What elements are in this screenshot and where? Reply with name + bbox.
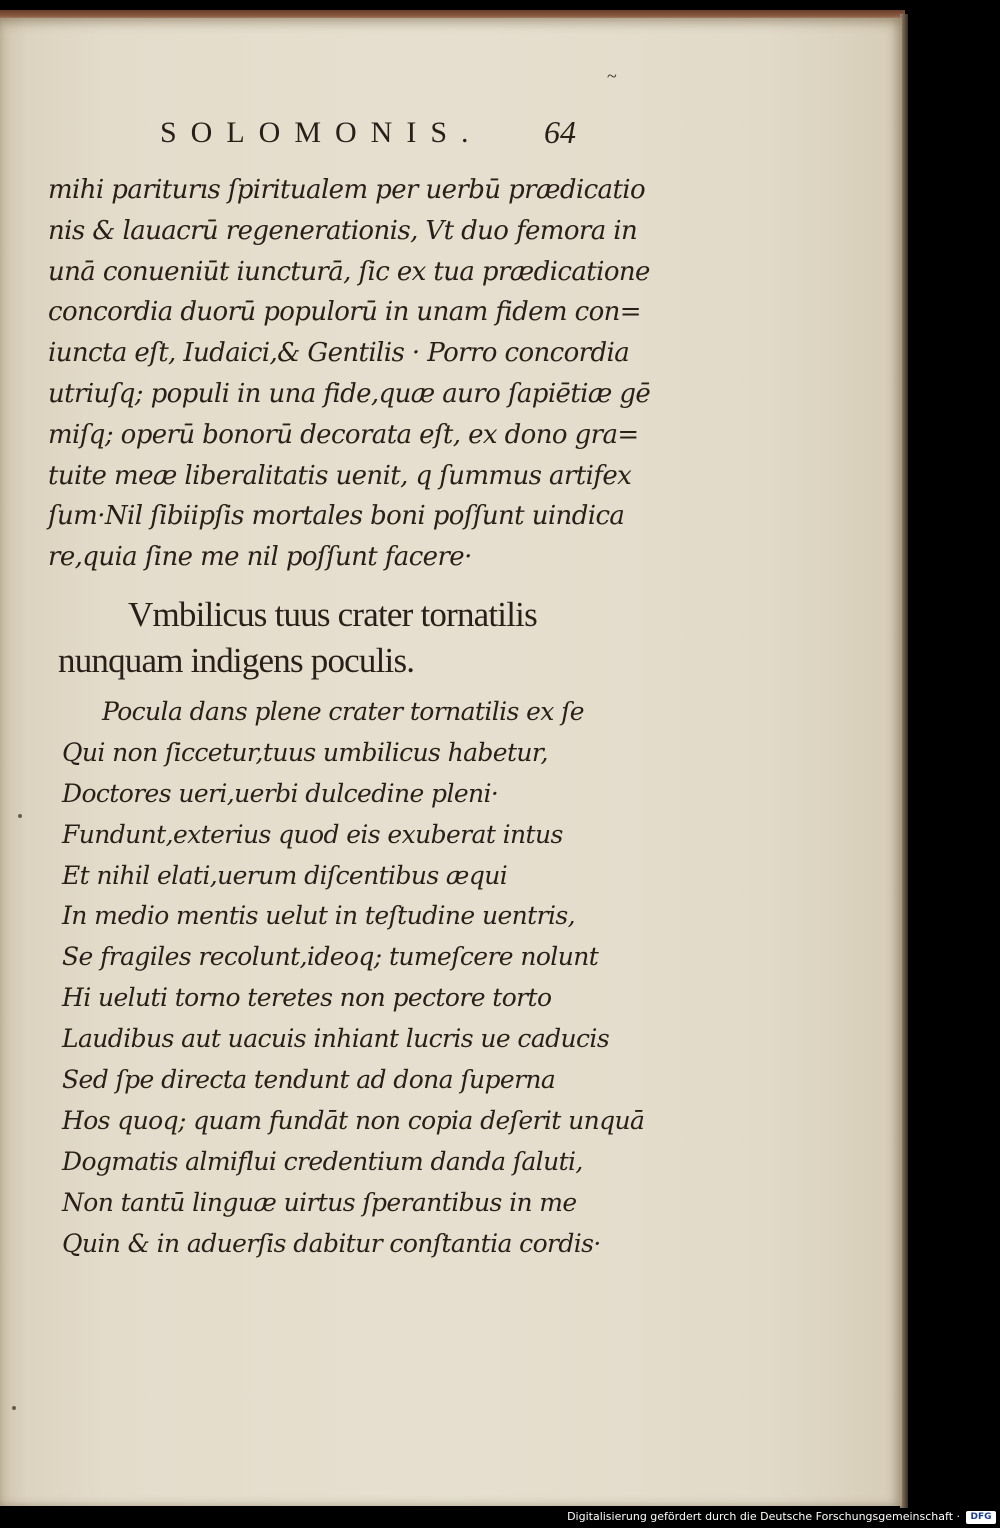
verse-line: Non tantū linguæ uirtus ſperantibus in me [62, 1187, 577, 1217]
paper-speck [18, 814, 22, 818]
prose-line: iuncta eſt, Iudaici,& Gentilis · Porro concordia [48, 338, 630, 369]
verse-line: Qui non ſiccetur,tuus umbilicus habetur, [62, 737, 548, 767]
prose-line: nis & lauacrū regenerationis, Vt duo femora in [48, 215, 638, 246]
verse-line: Pocula dans plene crater tornatilis ex ſe [102, 697, 584, 726]
paper-speck [12, 1406, 16, 1410]
book-page [0, 18, 902, 1506]
verse-line: Quin & in aduerſis dabitur conſtantia cordis· [62, 1228, 601, 1258]
verse-line: Dogmatis almiflui credentium danda ſaluti, [62, 1146, 583, 1176]
prose-line: ſum·Nil ſibiipſis mortales boni poſſunt uindica [48, 501, 625, 532]
verse-block [62, 692, 662, 1264]
verse-line: Sed ſpe directa tendunt ad dona ſuperna [62, 1065, 556, 1095]
prose-line: re,quia ſine me nil poſſunt facere· [48, 542, 472, 573]
verse-line: Fundunt,exterius quod eis exuberat intus [62, 819, 563, 849]
prose-line: mihi pariturıs ſpiritualem per uerbū prædicatio [48, 175, 646, 205]
heading-line: nunquam indigens poculis. [58, 641, 415, 680]
prose-line: miſq; operū bonorū decorata eſt, ex dono gra= [48, 419, 639, 450]
running-head: SOLOMONIS. [160, 116, 483, 149]
verse-line: Doctores ueri,uerbi dulcedine pleni· [62, 778, 499, 808]
dfg-logo: DFG [966, 1511, 996, 1524]
digitization-credit: Digitalisierung gefördert durch die Deutsche Forschungsgemeinschaft · [567, 1510, 960, 1523]
corner-mark: ~ [607, 66, 617, 86]
prose-line: unā conueniūt iuncturā, ſic ex tua prædicatione [48, 256, 650, 287]
heading-line: Vmbilicus tuus crater tornatilis [128, 595, 537, 634]
verse-line: Se fragiles recolunt,ideoq; tumeſcere nolunt [62, 942, 599, 972]
folio-number: 64 [544, 114, 576, 150]
verse-line: Et nihil elati,uerum diſcentibus æqui [62, 860, 508, 890]
section-heading [58, 592, 658, 684]
verse-line: In medio mentis uelut in teſtudine uentris, [62, 901, 575, 931]
prose-line: tuite meæ liberalitatis uenit, q ſummus artifex [48, 460, 632, 491]
verse-line: Hos quoq; quam fundāt non copia deſerit unquā [62, 1105, 645, 1135]
prose-line: utriuſq; populi in una fide,quæ auro ſapiētiæ gē [48, 378, 651, 409]
verse-line: Laudibus aut uacuis inhiant lucris ue caducis [62, 1024, 610, 1054]
prose-line: concordia duorū populorū in unam fidem con= [48, 297, 641, 328]
prose-block [48, 170, 651, 578]
verse-line: Hi ueluti torno teretes non pectore torto [62, 983, 552, 1013]
digitization-credit-bar [0, 1508, 1000, 1528]
